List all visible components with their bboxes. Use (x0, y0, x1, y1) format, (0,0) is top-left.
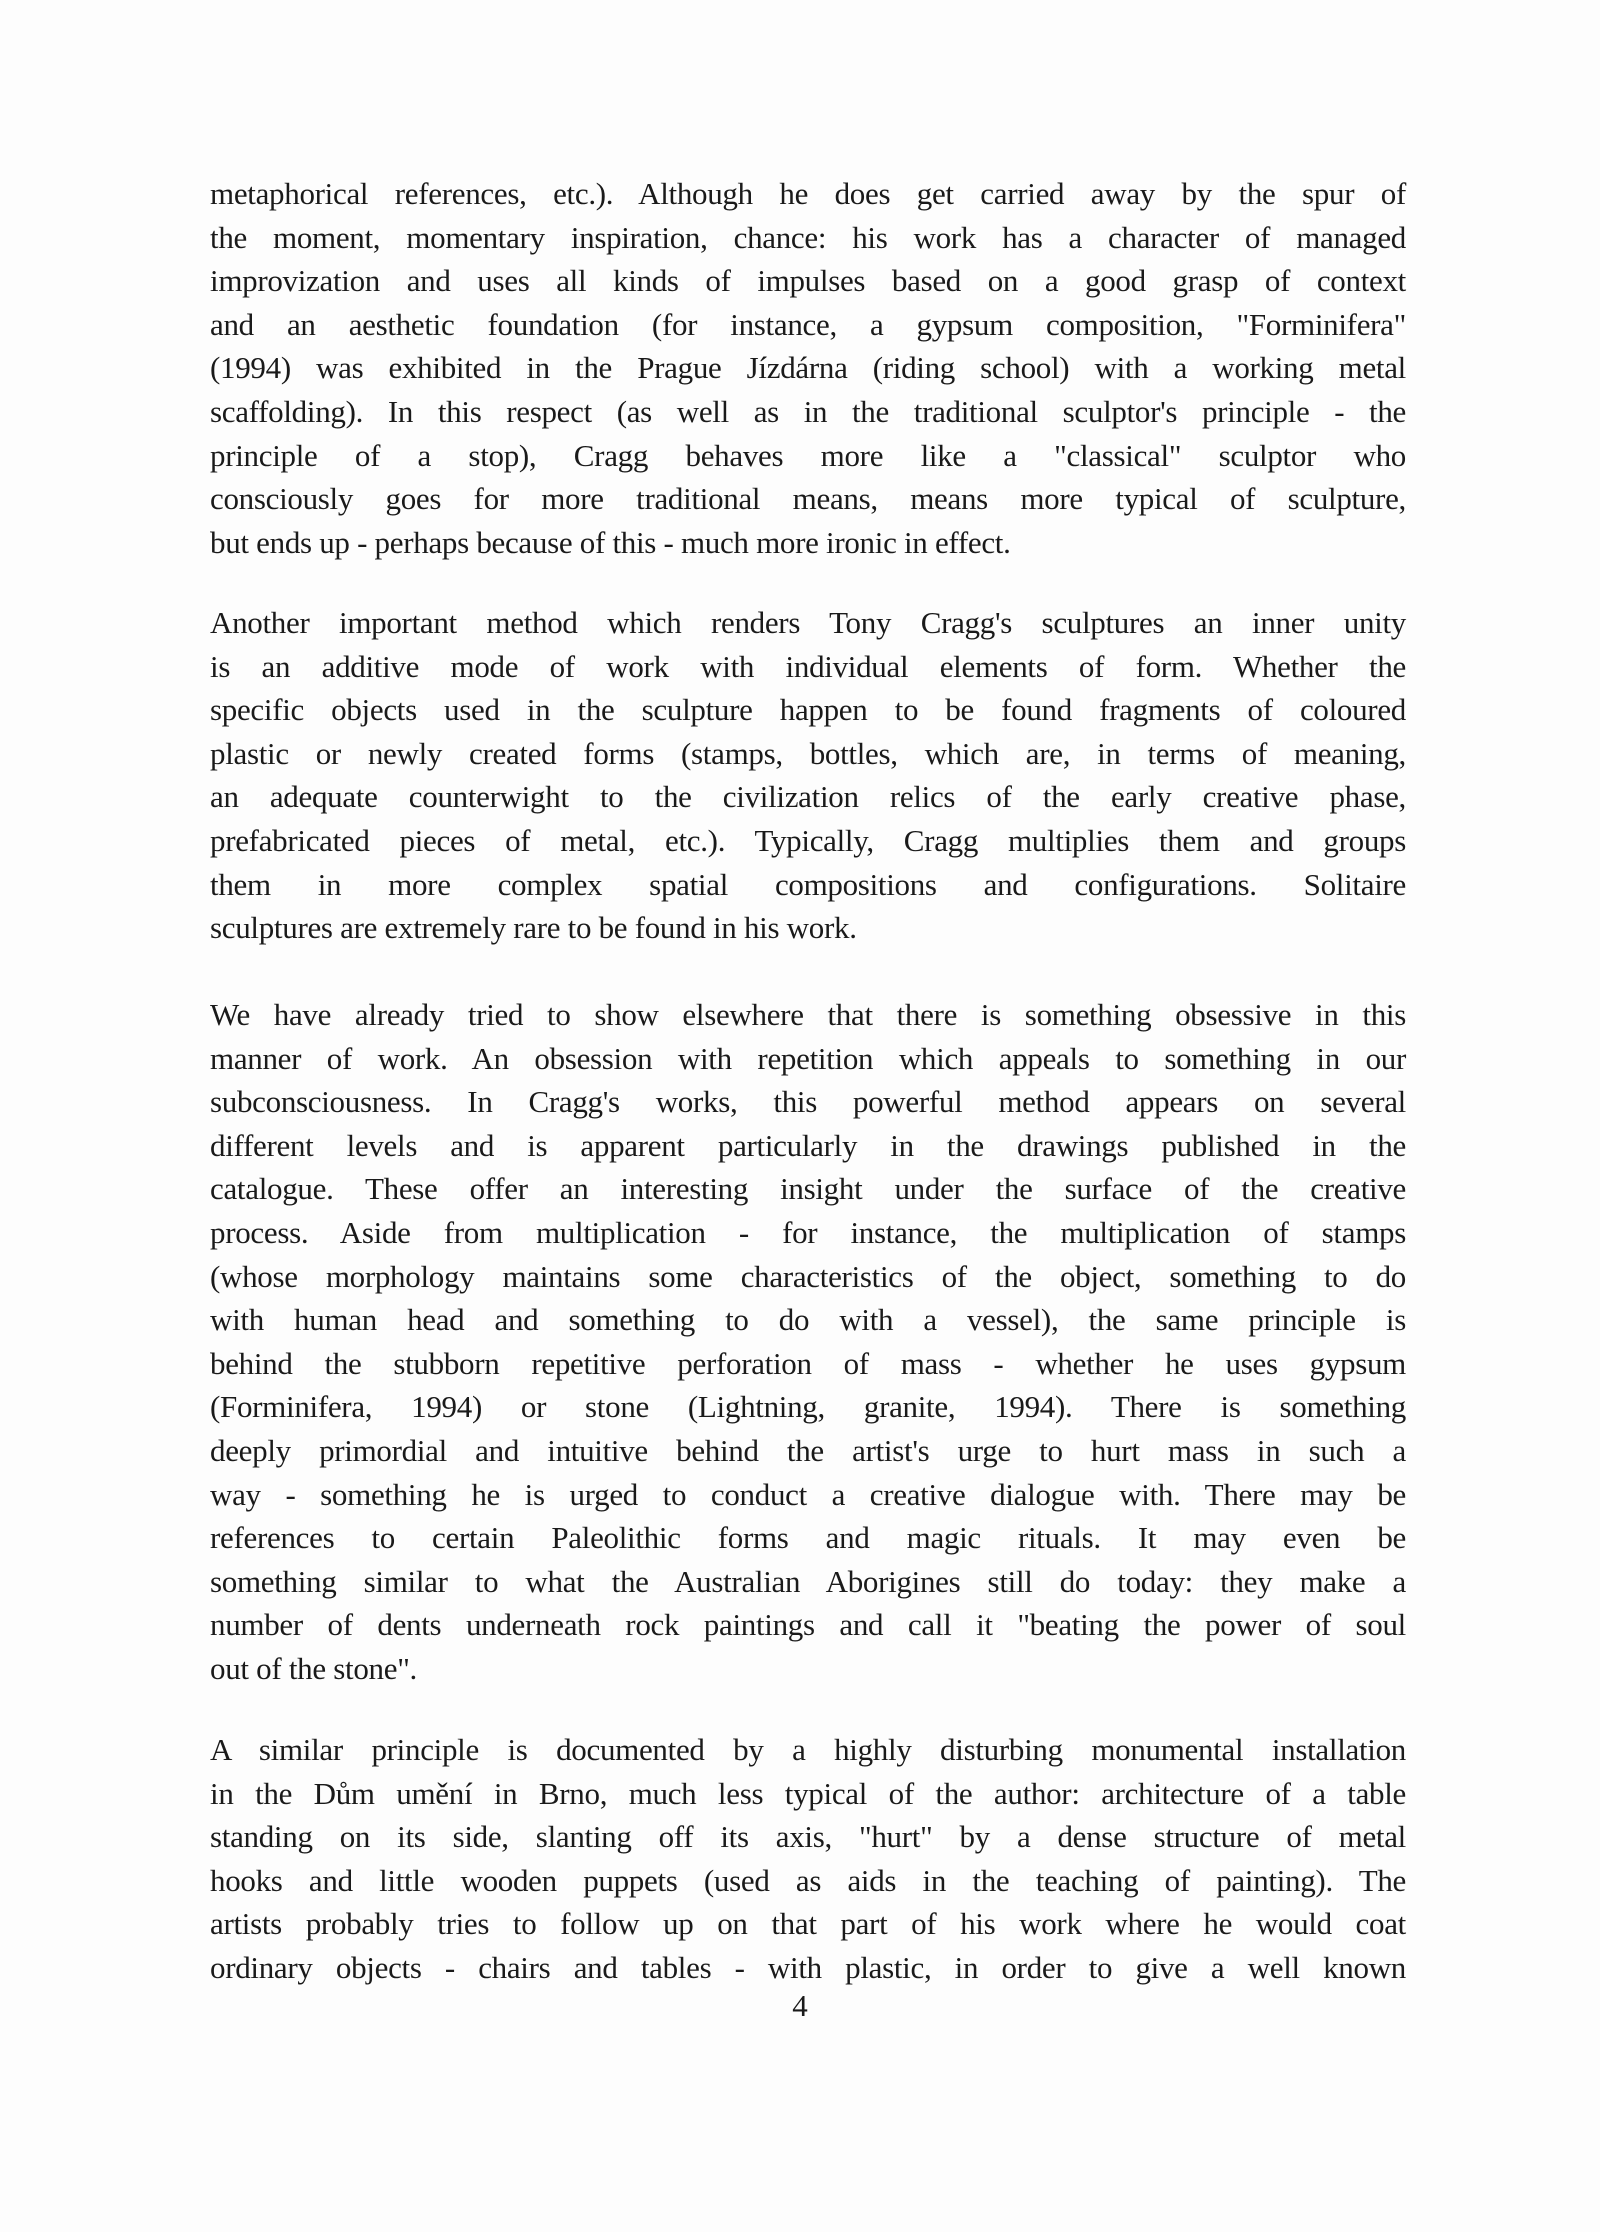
text-line: ordinary objects - chairs and tables - with plastic, in order to give a well known (210, 1949, 1406, 1985)
text-line: Another important method which renders Tony Cragg's sculptures an inner unity (210, 605, 1406, 640)
text-line: plastic or newly created forms (stamps, bottles, which are, in terms of meaning, (210, 735, 1406, 771)
text-line: We have already tried to show elsewhere that there is something obsessive in this (210, 997, 1406, 1032)
text-line: standing on its side, slanting off its axis, "hurt" by a dense structure of metal (210, 1819, 1406, 1855)
text-line: (Forminifera, 1994) or stone (Lightning, granite, 1994). There is something (210, 1389, 1406, 1425)
text-line: an adequate counterwight to the civilization relics of the early creative phase, (210, 779, 1406, 815)
text-line: something similar to what the Australian Aborigines still do today: they make a (210, 1563, 1406, 1599)
paragraph-4 (210, 1728, 1406, 1990)
text-line: deeply primordial and intuitive behind the artist's urge to hurt mass in such a (210, 1432, 1406, 1468)
text-line: (whose morphology maintains some characteristics of the object, something to do (210, 1258, 1406, 1294)
paragraph-2 (210, 601, 1406, 950)
text-line: metaphorical references, etc.). Although he does get carried away by the spur of (210, 176, 1406, 211)
text-line: but ends up - perhaps because of this - much more ironic in effect. (210, 524, 1011, 560)
text-line: in the Dům umění in Brno, much less typical of the author: architecture of a table (210, 1775, 1406, 1811)
text-line: behind the stubborn repetitive perforation of mass - whether he uses gypsum (210, 1345, 1406, 1381)
text-line: way - something he is urged to conduct a creative dialogue with. There may be (210, 1476, 1406, 1512)
page-number: 4 (792, 1988, 808, 2023)
text-line: catalogue. These offer an interesting insight under the surface of the creative (210, 1171, 1406, 1207)
text-line: prefabricated pieces of metal, etc.). Typically, Cragg multiplies them and groups (210, 822, 1406, 858)
text-line: hooks and little wooden puppets (used as aids in the teaching of painting). The (210, 1862, 1406, 1898)
text-line: is an additive mode of work with individual elements of form. Whether the (210, 648, 1406, 684)
text-line: (1994) was exhibited in the Prague Jízdárna (riding school) with a working metal (210, 350, 1406, 386)
text-line: them in more complex spatial compositions and configurations. Solitaire (210, 866, 1406, 902)
paragraph-3 (210, 993, 1406, 1691)
text-line: scaffolding). In this respect (as well as in the traditional sculptor's principle - the (210, 393, 1406, 429)
text-line: subconsciousness. In Cragg's works, this powerful method appears on several (210, 1084, 1406, 1120)
text-line: and an aesthetic foundation (for instance, a gypsum composition, "Forminifera" (210, 306, 1406, 342)
text-line: sculptures are extremely rare to be found in his work. (210, 910, 857, 946)
text-line: process. Aside from multiplication - for instance, the multiplication of stamps (210, 1214, 1406, 1250)
text-line: principle of a stop), Cragg behaves more like a "classical" sculptor who (210, 437, 1406, 473)
text-line: the moment, momentary inspiration, chance: his work has a character of managed (210, 219, 1406, 255)
text-line: out of the stone". (210, 1650, 417, 1686)
text-line: manner of work. An obsession with repetition which appeals to something in our (210, 1040, 1406, 1076)
text-line: improvization and uses all kinds of impulses based on a good grasp of context (210, 263, 1406, 299)
paragraph-1 (210, 172, 1406, 564)
text-line: consciously goes for more traditional means, means more typical of sculpture, (210, 481, 1406, 517)
text-line: number of dents underneath rock paintings and call it "beating the power of soul (210, 1607, 1406, 1643)
text-line: specific objects used in the sculpture happen to be found fragments of coloured (210, 692, 1406, 728)
text-line: different levels and is apparent particularly in the drawings published in the (210, 1127, 1406, 1163)
text-line: with human head and something to do with a vessel), the same principle is (210, 1302, 1406, 1338)
text-line: A similar principle is documented by a highly disturbing monumental installation (210, 1732, 1406, 1767)
text-line: artists probably tries to follow up on that part of his work where he would coat (210, 1906, 1406, 1942)
text-line: references to certain Paleolithic forms and magic rituals. It may even be (210, 1520, 1406, 1556)
